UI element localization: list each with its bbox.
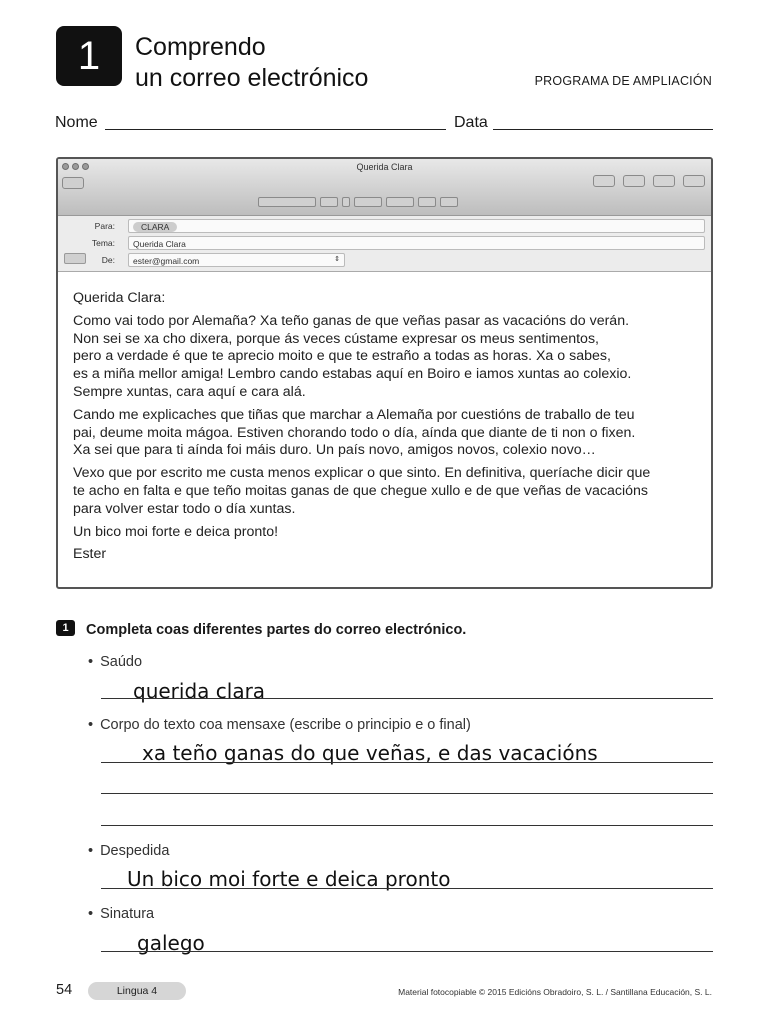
body-line: Xa sei que para ti aínda foi máis duro. Un país novo, amigos novos, colexio novo… [73, 442, 596, 459]
date-write-line[interactable] [493, 129, 713, 130]
email-headers [58, 216, 711, 272]
select-arrows-icon: ⇕ [334, 256, 340, 263]
subject-tab: Lingua 4 [88, 982, 186, 1000]
answer-saudo[interactable]: querida clara [133, 679, 266, 703]
page-number: 54 [56, 982, 73, 998]
font-select[interactable] [258, 197, 316, 207]
body-line: Vexo que por escrito me custa menos explicar o que sinto. En definitiva, queríache dicir que [73, 465, 651, 482]
body-line: pai, deume moita mágoa. Estiven chorando todo o día, aínda que diante de ti non o fixen. [73, 424, 636, 441]
body-line: Non sei se xa cho dixera, porque ás veces cústame expresar os meus sentimentos, [73, 330, 599, 347]
window-title: Querida Clara [356, 162, 413, 172]
email-body[interactable] [58, 272, 711, 564]
activity-instruction: Completa coas diferentes partes do correo electrónico. [86, 622, 467, 638]
greeting: Querida Clara: [73, 290, 166, 306]
subject-field[interactable]: Querida Clara [128, 236, 705, 250]
from-label: De: [101, 255, 115, 265]
page-title-line1: Comprendo [135, 33, 266, 61]
name-write-line[interactable] [105, 129, 446, 130]
body-line: Cando me explicaches que tiñas que marchar a Alemaña por cuestións de traballo de teu [73, 406, 635, 423]
body-line: Sempre xuntas, cara aquí e cara alá. [73, 383, 306, 400]
item-label-corpo: • Corpo do texto coa mensaxe (escribe o principio e o final) [88, 717, 471, 733]
body-line: Como vai todo por Alemaña? Xa teño ganas de que veñas pasar as vacacións do verán. [73, 312, 630, 329]
from-row [58, 253, 705, 267]
signature: Ester [73, 546, 107, 563]
from-value: ester@gmail.com [133, 256, 200, 266]
to-label: Para: [94, 221, 115, 231]
unit-number-badge: 1 [56, 26, 122, 86]
name-date-row [55, 114, 713, 134]
format-bar [258, 197, 458, 207]
answer-line-corpo-1[interactable] [101, 762, 713, 763]
address-icon[interactable] [623, 175, 645, 187]
answer-line-corpo-3[interactable] [101, 825, 713, 826]
to-field[interactable] [128, 219, 705, 233]
closing: Un bico moi forte e deica pronto! [73, 523, 279, 540]
answer-line-corpo-2[interactable] [101, 793, 713, 794]
fonts-icon[interactable] [653, 175, 675, 187]
answer-corpo[interactable]: xa teño ganas do que veñas, e das vacacións [142, 741, 598, 765]
answer-despedida[interactable]: Un bico moi forte e deica pronto [127, 867, 451, 891]
answer-sinatura[interactable]: galego [137, 931, 205, 955]
item-label-saudo: • Saúdo [88, 654, 142, 670]
subject-row [58, 236, 705, 250]
email-window [56, 157, 713, 589]
colors-icon[interactable] [683, 175, 705, 187]
indent-icon[interactable] [440, 197, 458, 207]
align-icon[interactable] [386, 197, 414, 207]
bold-italic-icon[interactable] [354, 197, 382, 207]
name-label: Nome [55, 114, 98, 131]
body-line: pero a verdade é que te aprecio moito e que te estraño a todas as horas. Xa o sabes, [73, 348, 611, 365]
subject-label: Tema: [91, 238, 115, 248]
recipient-chip[interactable]: CLARA [133, 222, 177, 232]
send-button[interactable] [62, 177, 84, 189]
list-icon[interactable] [418, 197, 436, 207]
item-label-despedida: • Despedida [88, 843, 169, 859]
program-label: PROGRAMA DE AMPLIACIÓN [534, 74, 712, 88]
item-label-sinatura: • Sinatura [88, 906, 154, 922]
body-line: es a miña mellor amiga! Lembro cando estabas aquí en Boiro e iamos xuntas ao colexio. [73, 366, 632, 383]
to-row [58, 219, 705, 233]
from-select[interactable] [128, 253, 345, 267]
email-titlebar [58, 159, 711, 216]
body-paragraph-1 [73, 313, 696, 402]
activity-number-badge: 1 [56, 620, 75, 636]
toolbar-right [593, 175, 705, 187]
body-line: para volver estar todo o día xuntas. [73, 500, 296, 517]
body-paragraph-3 [73, 465, 696, 518]
font-size-select[interactable] [320, 197, 338, 207]
page-title [135, 32, 368, 94]
header-options-button[interactable] [64, 253, 86, 264]
copyright-notice: Material fotocopiable © 2015 Edicións Obradoiro, S. L. / Santillana Educación, S. L. [398, 987, 712, 997]
answer-line-despedida[interactable] [101, 888, 713, 889]
text-color-icon[interactable] [342, 197, 350, 207]
body-paragraph-2 [73, 407, 696, 460]
body-line: te acho en falta e que teño moitas ganas de que chegue xullo e de que veñas de vacacións [73, 482, 649, 499]
answer-line-saudo[interactable] [101, 698, 713, 699]
page-title-line2: un correo electrónico [135, 64, 369, 92]
date-label: Data [454, 114, 488, 131]
answer-line-sinatura[interactable] [101, 951, 713, 952]
attach-icon[interactable] [593, 175, 615, 187]
